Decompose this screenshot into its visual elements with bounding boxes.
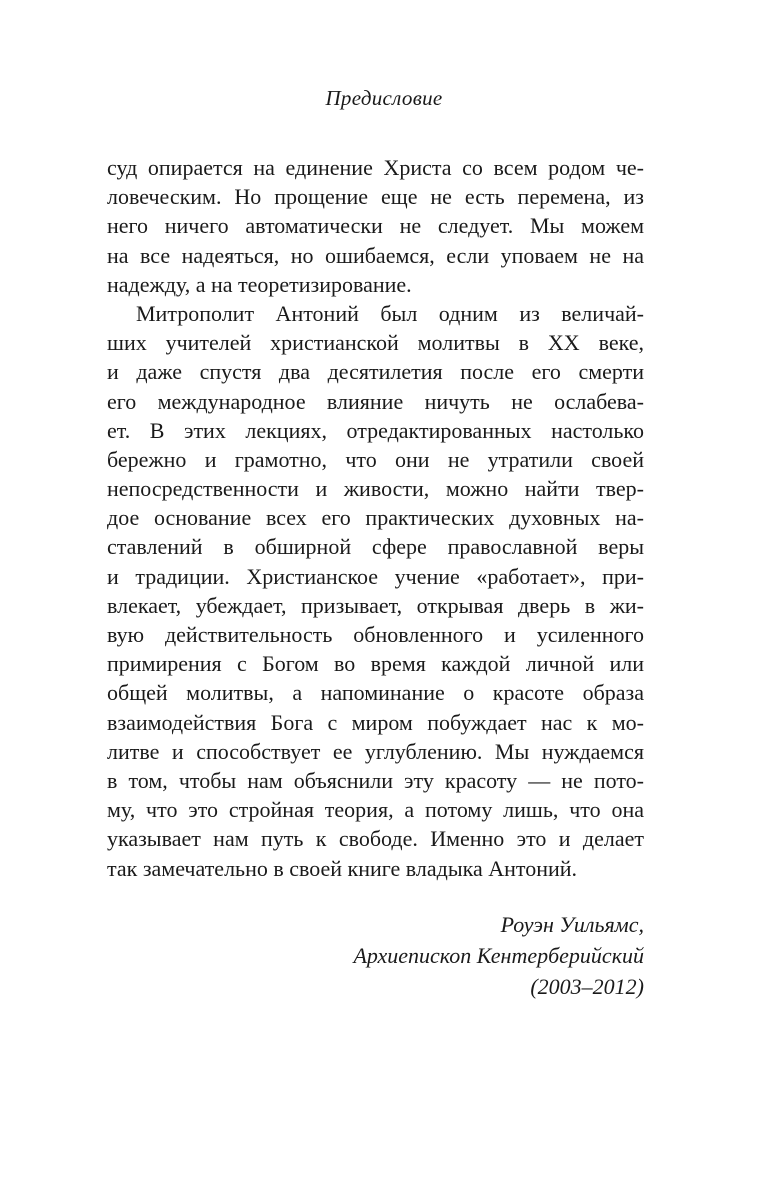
running-head-title: Предисловие [325, 86, 443, 110]
text-line: ставлений в обширной сфере православной веры [107, 534, 644, 560]
text-line: бережно и грамотно, что они не утратили своей [107, 446, 644, 472]
text-line: примирения с Богом во время каждой личной или [107, 651, 644, 677]
text-line: литве и способствует ее углублению. Мы нуждаемся [107, 738, 644, 764]
text-line: непосредственности и живости, можно найти твер- [107, 476, 644, 502]
text-line: дое основание всех его практических духовных на- [107, 505, 644, 531]
text-line: него ничего автоматически не следует. Мы можем [107, 213, 644, 239]
text-line: на все надеяться, но ошибаемся, если уповаем не на [107, 242, 644, 268]
text-line: ловеческим. Но прощение еще не есть перемена, из [107, 184, 644, 210]
body-text [107, 153, 644, 883]
text-line: так замечательно в своей книге владыка Антоний. [107, 855, 578, 881]
text-line: в том, чтобы нам объяснили эту красоту — не пото- [107, 767, 644, 793]
text-line: вую действительность обновленного и усиленного [107, 622, 644, 647]
text-line: и даже спустя два десятилетия после его смерти [107, 359, 644, 385]
text-line: взаимодействия Бога с миром побуждает нас к мо- [107, 709, 644, 735]
text-line: указывает нам путь к свободе. Именно это и делает [107, 826, 644, 852]
signature-block [353, 909, 644, 1002]
paragraph-1 [107, 153, 644, 299]
author-years: (2003–2012) [530, 974, 644, 999]
text-line: и традиции. Христианское учение «работает», при- [107, 563, 644, 589]
text-line: надежду, а на теоретизирование. [107, 271, 412, 297]
text-line: Митрополит Антоний был одним из величай- [136, 300, 644, 326]
paragraph-2 [107, 299, 644, 883]
author-title: Архиепископ Кентерберийский [353, 943, 644, 968]
text-line: ет. В этих лекциях, отредактированных настолько [107, 417, 644, 443]
text-line: суд опирается на единение Христа со всем родом че- [107, 155, 644, 180]
author-name: Роуэн Уильямс, [500, 912, 644, 937]
text-line: его международное влияние ничуть не ослабева- [107, 388, 644, 414]
text-line: влекает, убеждает, призывает, открывая дверь в жи- [107, 592, 644, 618]
text-line: общей молитвы, а напоминание о красоте образа [107, 680, 644, 706]
text-line: му, что это стройная теория, а потому лишь, что она [107, 797, 644, 823]
text-line: ших учителей христианской молитвы в XX веке, [107, 330, 644, 356]
